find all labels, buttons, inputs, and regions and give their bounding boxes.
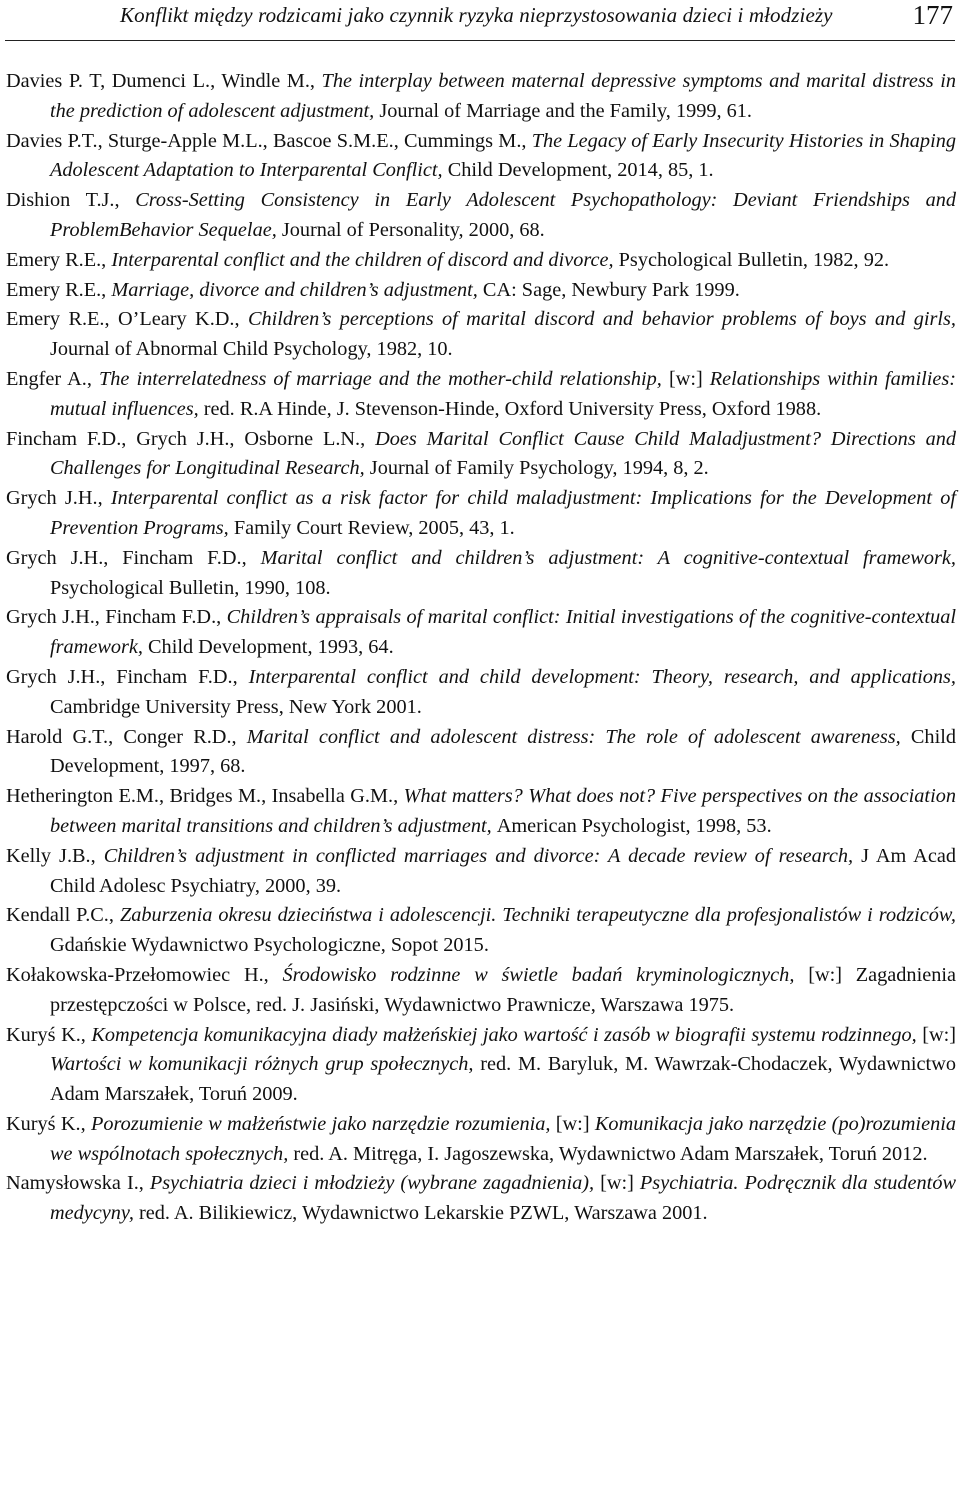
entry-title: Children’s appraisals of marital conflict: Initial investigations of the cognitive-contextual framework, [50,606,957,659]
entry-title: What matters? What does not? Five perspectives on the association between marital transitions and children’s adjustment, [50,785,956,837]
entry-title: The interplay between maternal depressive symptoms and marital distress in the prediction of adolescent adjustment, [50,70,956,122]
bibliography-entry [0,246,960,276]
bibliography-entry [0,842,960,902]
bibliography-entry [0,484,960,544]
entry-title: Children’s perceptions of marital discord and behavior problems of boys and girls, [247,308,956,331]
bibliography-list [0,67,960,1229]
entry-author: Kuryś K., [6,1023,92,1046]
entry-title: Interparental conflict and child development: Theory, research, and applications, [248,665,956,688]
entry-source: Child Development, 2014, 85, 1. [447,159,714,182]
entry-title: Kompetencja komunikacyjna diady małżeńskiej jako wartość i zasób w biografii systemu rodzinnego, [91,1023,923,1046]
entry-author: Fincham F.D., Grych J.H., Osborne L.N., [6,427,376,450]
bibliography-entry [0,723,960,783]
entry-source: Child Development, 1993, 64. [148,636,394,659]
entry-title: Porozumienie w małżeństwie jako narzędzie rozumienia, [91,1112,556,1135]
bibliography-entry [0,67,960,127]
entry-source: Journal of Abnormal Child Psychology, 1982, 10. [50,338,453,361]
entry-source: [w:] Zagadnienia przestępczości w Polsce, red. J. Jasiński, Wydawnictwo Prawnicze, Warszawa 1975. [50,963,956,1016]
entry-source: Psychological Bulletin, 1982, 92. [618,248,890,271]
entry-source: [w:] [555,1112,595,1135]
entry-author: Grych J.H., Fincham F.D., [6,606,227,629]
entry-source: Journal of Family Psychology, 1994, 8, 2. [369,457,709,480]
bibliography-entry [0,544,960,604]
entry-title: Does Marital Conflict Cause Child Maladjustment? Directions and Challenges for Longitudinal Research, [50,427,956,480]
entry-author: Emery R.E., [6,278,112,301]
entry-author: Hetherington E.M., Bridges M., Insabella G.M., [6,785,404,808]
entry-title: Marital conflict and children’s adjustment: A cognitive-contextual framework, [260,546,956,569]
entry-title: The interrelatedness of marriage and the mother-child relationship, [98,367,669,390]
bibliography-entry [0,365,960,425]
entry-title: Cross-Setting Consistency in Early Adolescent Psychopathology: Deviant Friendships and ProblemBehavior Sequelae, [50,189,956,241]
entry-author: Kelly J.B., [6,844,104,867]
entry-author: Kendall P.C., [6,904,120,927]
entry-source: Journal of Marriage and the Family, 1999, 61. [379,99,753,122]
entry-source: [w:] [668,367,710,390]
entry-author: Kuryś K., [6,1112,92,1135]
entry-title: Psychiatria dzieci i młodzieży (wybrane zagadnienia), [149,1172,601,1195]
entry-author: Harold G.T., Conger R.D., [6,725,247,748]
bibliography-entry [0,663,960,723]
entry-author: Emery R.E., [6,248,112,271]
entry-source: Cambridge University Press, New York 2001. [50,695,422,718]
entry-source: J Am Acad Child Adolesc Psychiatry, 2000, 39. [50,844,956,897]
entry-publication: red. M. Baryluk, M. Wawrzak-Chodaczek, Wydawnictwo Adam Marszałek, Toruń 2009. [50,1053,956,1106]
bibliography-entry [0,1021,960,1110]
bibliography-entry [0,276,960,306]
entry-author: Dishion T.J., [6,189,136,212]
bibliography-entry [0,127,960,187]
running-header-title: Konflikt między rodzicami jako czynnik ryzyka nieprzystosowania dzieci i młodzieży [120,3,833,27]
entry-author: Grych J.H., Fincham F.D., [6,665,249,688]
entry-author: Davies P. T, Dumenci L., Windle M., [6,70,322,92]
bibliography-entry [0,782,960,842]
entry-publication: red. A. Mitręga, I. Jagoszewska, Wydawnictwo Adam Marszałek, Toruń 2012. [293,1142,928,1165]
entry-author: Namysłowska I., [6,1172,150,1195]
entry-author: Grych J.H., [6,487,111,510]
bibliography-entry [0,1110,960,1170]
entry-author: Davies P.T., Sturge-Apple M.L., Bascoe S.M.E., Cummings M., [6,129,532,152]
entry-author: Emery R.E., O’Leary K.D., [6,308,248,331]
entry-author: Grych J.H., Fincham F.D., [6,546,261,569]
bibliography-entry [0,186,960,246]
entry-source: Gdańskie Wydawnictwo Psychologiczne, Sopot 2015. [50,934,489,957]
bibliography-entry [0,901,960,961]
entry-volume-title: Psychiatria. Podręcznik dla studentów medycyny, [50,1172,956,1225]
entry-title: Środowisko rodzinne w świetle badań kryminologicznych, [282,963,809,986]
entry-source: Psychological Bulletin, 1990, 108. [50,576,331,599]
bibliography-entry [0,603,960,663]
entry-author: Kołakowska-Przełomowiec H., [6,963,283,986]
entry-publication: red. A. Bilikiewicz, Wydawnictwo Lekarskie PZWL, Warszawa 2001. [138,1202,708,1225]
entry-title: Children’s adjustment in conflicted marriages and divorce: A decade review of research, [103,844,862,867]
entry-publication: red. R.A Hinde, J. Stevenson-Hinde, Oxford University Press, Oxford 1988. [203,397,822,420]
entry-title: Interparental conflict as a risk factor for child maladjustment: Implications for the Development of Prevention Programs, [50,487,956,539]
entry-author: Engfer A., [6,367,99,390]
entry-volume-title: Relationships within families: mutual influences, [50,367,956,420]
entry-title: Marriage, divorce and children’s adjustment, [111,278,483,301]
entry-volume-title: Komunikacja jako narzędzie (po)rozumienia we wspólnotach społecznych, [50,1112,956,1165]
entry-title: Zaburzenia okresu dzieciństwa i adolescencji. Techniki terapeutyczne dla profesjonalistów i rodziców, [119,904,956,927]
bibliography-entry [0,305,960,365]
entry-title: The Legacy of Early Insecurity Histories in Shaping Adolescent Adaptation to Interparental Conflict, [50,129,956,182]
entry-source: [w:] [922,1023,956,1046]
entry-source: American Psychologist, 1998, 53. [496,814,772,837]
bibliography-entry [0,961,960,1021]
entry-source: Journal of Personality, 2000, 68. [281,218,545,241]
entry-source: [w:] [600,1172,640,1195]
entry-source: CA: Sage, Newbury Park 1999. [482,278,740,301]
entry-volume-title: Wartości w komunikacji różnych grup społecznych, [50,1053,481,1076]
page-number: 177 [912,0,953,30]
bibliography-entry [0,1169,960,1229]
entry-source: Family Court Review, 2005, 43, 1. [233,516,515,539]
entry-source: Child Development, 1997, 68. [50,725,956,778]
entry-title: Interparental conflict and the children of discord and divorce, [111,248,619,271]
bibliography-entry [0,425,960,485]
running-header [5,0,955,41]
entry-title: Marital conflict and adolescent distress: The role of adolescent awareness, [246,725,911,748]
